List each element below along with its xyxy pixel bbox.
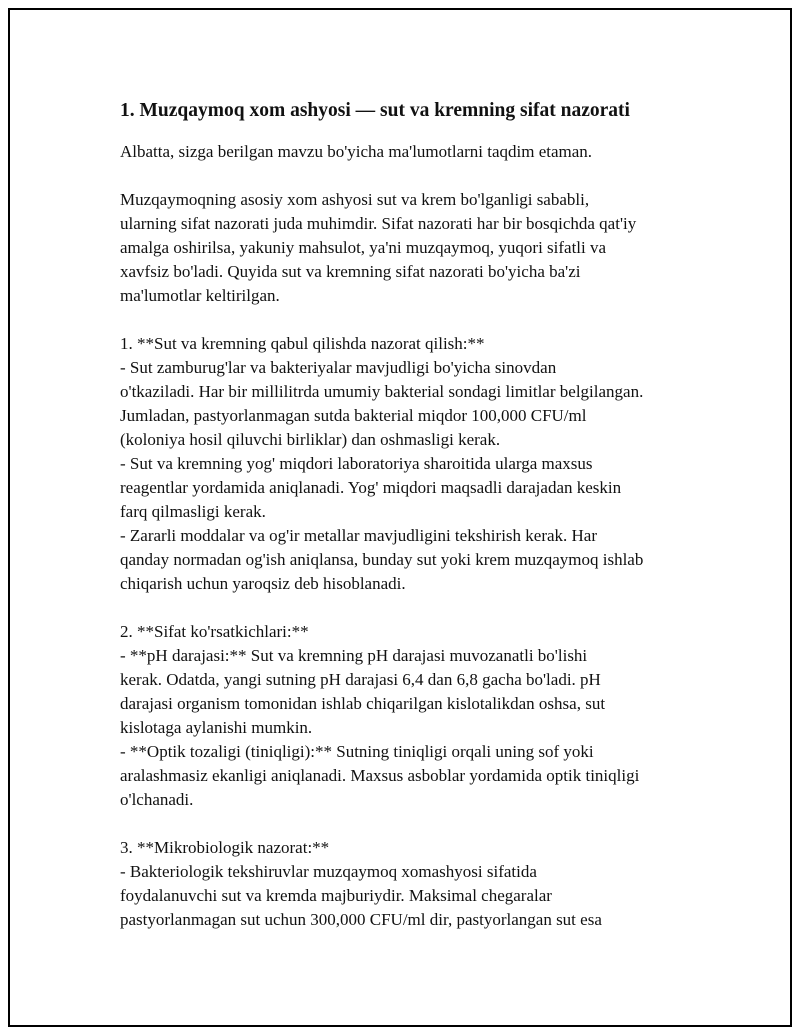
- overview-paragraph: Muzqaymoqning asosiy xom ashyosi sut va krem bo'lganligi sababli, ularning sifat nazorati juda muhimdir. Sifat nazorati har bir bosqichda qat'iy amalga oshirilsa, yakuniy mahsulot, ya'ni muzqaymoq, yuqori sifatli va xavfsiz bo'ladi. Quyida sut va kremning sifat nazorati bo'yicha ba'zi ma'lumotlar keltirilgan.: [120, 190, 637, 305]
- document-page: [8, 8, 792, 1027]
- intro-paragraph: Albatta, sizga berilgan mavzu bo'yicha ma'lumotlarni taqdim etaman.: [120, 142, 593, 161]
- section-reception-control: 1. **Sut va kremning qabul qilishda nazorat qilish:** - Sut zamburug'lar va bakteriyalar mavjudligi bo'yicha sinovdan o'tkaziladi. Har bir millilitrda umumiy bakterial sondagi limitlar belgilangan. Jumladan, pastyorlanmagan sutda bakterial miqdor 100,000 CFU/ml (koloniya hosil qiluvchi birliklar) dan oshmasligi kerak. - Sut va kremning yog' miqdori laboratoriya sharoitida ularga maxsus reagentlar yordamida aniqlanadi. Yog' miqdori maqsadli darajadan keskin farq qilmasligi kerak. - Zararli moddalar va og'ir metallar mavjudligini tekshirish kerak. Har qanday normadan og'ish aniqlansa, bunday sut yoki krem muzqaymoq ishlab chiqarish uchun yaroqsiz deb hisoblanadi.: [120, 334, 644, 593]
- section-quality-indicators: 2. **Sifat ko'rsatkichlari:** - **pH darajasi:** Sut va kremning pH darajasi muvozanatli bo'lishi kerak. Odatda, yangi sutning pH darajasi 6,4 dan 6,8 gacha bo'ladi. pH darajasi organism tomonidan ishlab chiqarilgan kislotalikdan oshsa, sut kislotaga aylanishi mumkin. - **Optik tozaligi (tiniqligi):** Sutning tiniqligi orqali uning sof yoki aralashmasiz ekanligi aniqlanadi. Maxsus asboblar yordamida optik tiniqligi o'lchanadi.: [120, 622, 640, 809]
- document-content: [120, 98, 700, 956]
- document-title: 1. Muzqaymoq xom ashyosi — sut va kremning sifat nazorati: [120, 100, 630, 121]
- section-microbiological-control: 3. **Mikrobiologik nazorat:** - Bakteriologik tekshiruvlar muzqaymoq xomashyosi sifatida foydalanuvchi sut va kremda majburiydir. Maksimal chegaralar pastyorlanmagan sut uchun 300,000 CFU/ml dir, pastyorlangan sut esa: [120, 838, 602, 929]
